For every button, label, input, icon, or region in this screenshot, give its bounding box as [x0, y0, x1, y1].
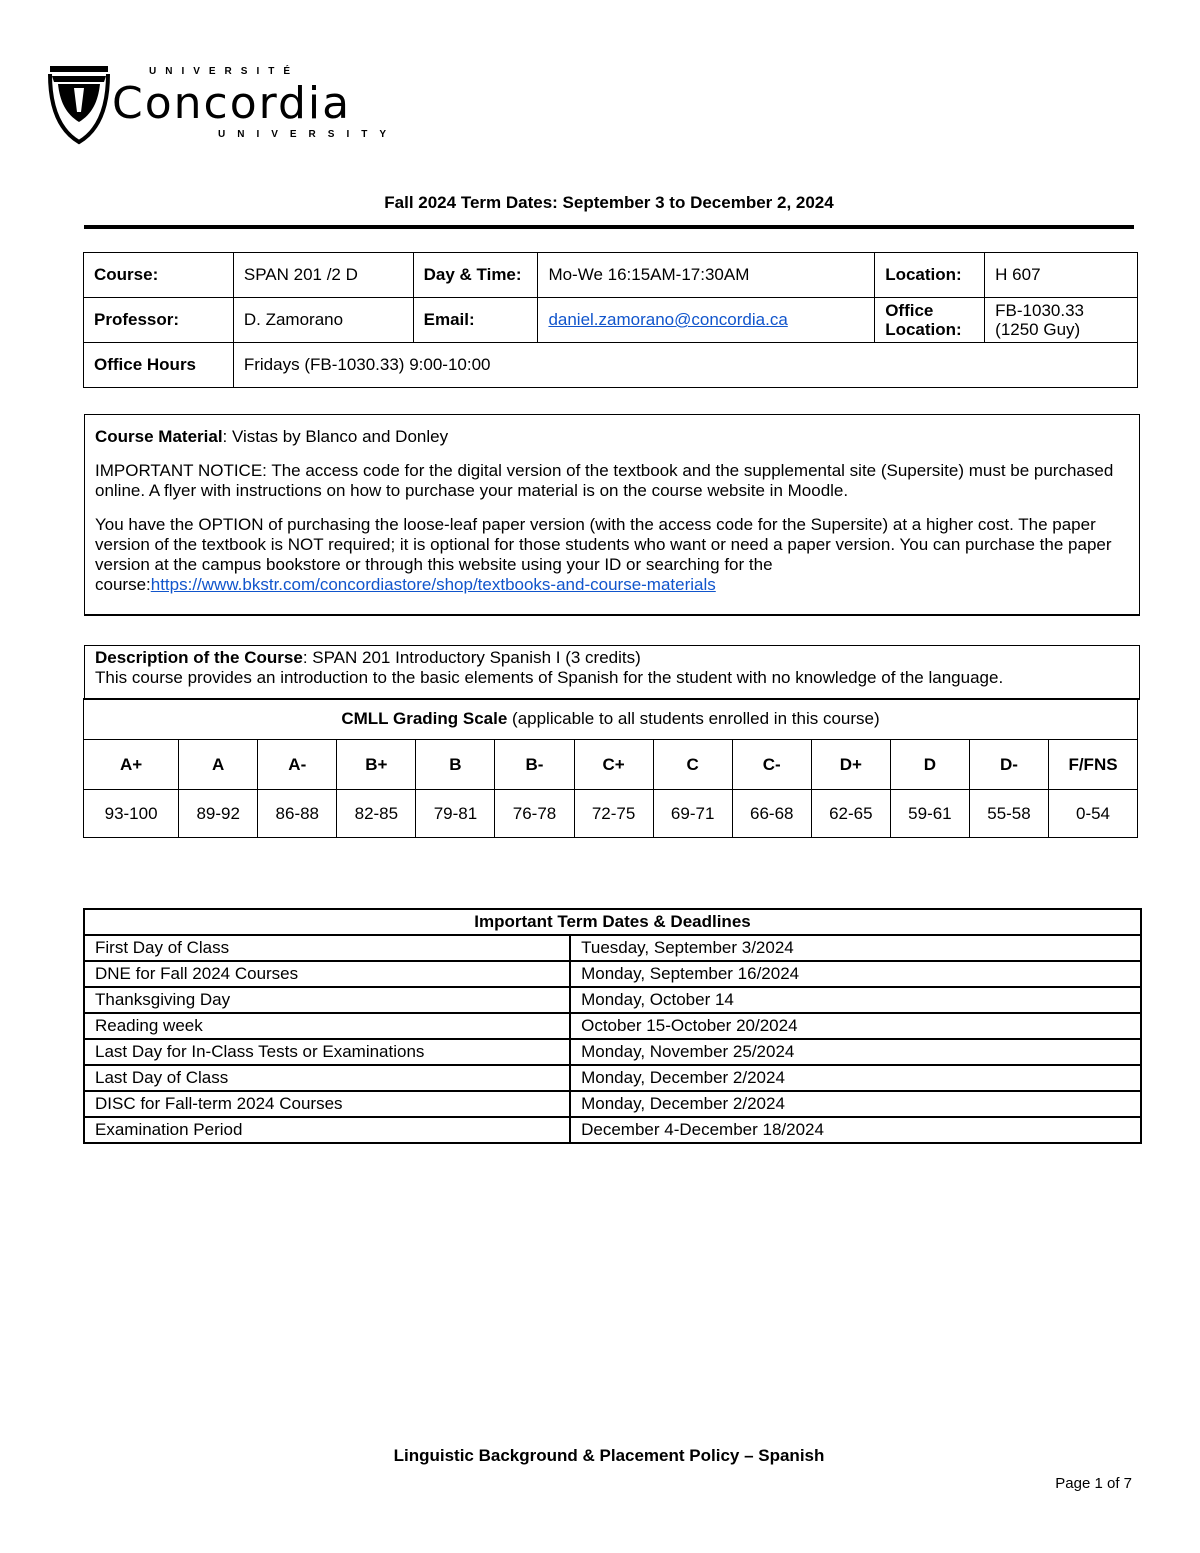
description-text: This course provides an introduction to the basic elements of Spanish for the student with no knowledge of the language.: [95, 668, 1004, 687]
date-value: Monday, November 25/2024: [570, 1039, 1141, 1065]
grade-ranges-row: [84, 790, 1138, 838]
course-material-line: [95, 427, 1129, 447]
page-number: Page 1 of 7: [1055, 1475, 1132, 1492]
location-value: H 607: [985, 253, 1138, 298]
grade-range: 55-58: [969, 790, 1048, 838]
dates-table-title: Important Term Dates & Deadlines: [84, 909, 1141, 935]
date-event: Examination Period: [84, 1117, 570, 1143]
grade-letter: D+: [811, 740, 890, 790]
term-dates-title: Fall 2024 Term Dates: September 3 to December 2, 2024: [384, 193, 834, 212]
grading-title: CMLL Grading Scale: [341, 709, 508, 728]
grade-range: 62-65: [811, 790, 890, 838]
table-row: [84, 935, 1141, 961]
date-event: DNE for Fall 2024 Courses: [84, 961, 570, 987]
table-row: [84, 961, 1141, 987]
date-value: Monday, October 14: [570, 987, 1141, 1013]
concordia-logo: [48, 62, 399, 146]
grade-range: 89-92: [179, 790, 258, 838]
description-line: [95, 648, 1139, 668]
date-value: Monday, December 2/2024: [570, 1065, 1141, 1091]
table-row: [84, 1091, 1141, 1117]
table-row: [84, 987, 1141, 1013]
date-event: Last Day for In-Class Tests or Examinations: [84, 1039, 570, 1065]
grade-range: 82-85: [337, 790, 416, 838]
email-link[interactable]: daniel.zamorano@concordia.ca: [548, 310, 788, 329]
grade-letter: A+: [84, 740, 179, 790]
office-location-label-line1: Office: [885, 301, 934, 320]
grade-range: 86-88: [258, 790, 337, 838]
logo-top-text: UNIVERSITÉ: [149, 66, 300, 77]
office-location-value-line2: (1250 Guy): [995, 320, 1081, 339]
logo-main-text: Concordia: [112, 78, 352, 129]
office-hours-label: Office Hours: [84, 343, 234, 388]
date-value: Tuesday, September 3/2024: [570, 935, 1141, 961]
grade-range: 59-61: [890, 790, 969, 838]
date-value: December 4-December 18/2024: [570, 1117, 1141, 1143]
email-cell: [538, 298, 875, 343]
date-value: Monday, September 16/2024: [570, 961, 1141, 987]
table-row: [84, 1065, 1141, 1091]
office-hours-value: Fridays (FB-1030.33) 9:00-10:00: [233, 343, 1137, 388]
course-description-box: [84, 645, 1140, 700]
grade-letter: C: [653, 740, 732, 790]
course-label: Course:: [84, 253, 234, 298]
footer-title: Linguistic Background & Placement Policy – Spanish: [393, 1446, 825, 1465]
office-location-value: [985, 298, 1138, 343]
grade-range: 66-68: [732, 790, 811, 838]
grade-letter: A-: [258, 740, 337, 790]
grade-letter: D-: [969, 740, 1048, 790]
grade-letters-row: [84, 740, 1138, 790]
grade-range: 79-81: [416, 790, 495, 838]
grading-title-cell: [84, 699, 1138, 740]
grade-range: 0-54: [1049, 790, 1138, 838]
grading-scale-table: [83, 698, 1138, 838]
description-value: : SPAN 201 Introductory Spanish I (3 credits): [302, 648, 641, 667]
table-row: [84, 1013, 1141, 1039]
date-value: Monday, December 2/2024: [570, 1091, 1141, 1117]
office-location-label-line2: Location:: [885, 320, 962, 339]
description-label: Description of the Course: [95, 648, 303, 667]
date-event: Reading week: [84, 1013, 570, 1039]
course-material-value: : Vistas by Blanco and Donley: [222, 427, 449, 446]
course-material-label: Course Material: [95, 427, 223, 446]
daytime-label: Day & Time:: [413, 253, 538, 298]
course-value: SPAN 201 /2 D: [233, 253, 413, 298]
grade-letter: B+: [337, 740, 416, 790]
grade-range: 72-75: [574, 790, 653, 838]
date-event: First Day of Class: [84, 935, 570, 961]
logo-bottom-text: UNIVERSITY: [218, 129, 399, 140]
grade-letter: F/FNS: [1049, 740, 1138, 790]
table-row: [84, 1117, 1141, 1143]
grading-subtitle: (applicable to all students enrolled in this course): [507, 709, 880, 728]
bookstore-link[interactable]: https://www.bkstr.com/concordiastore/shop/textbooks-and-course-materials: [150, 575, 716, 594]
daytime-value: Mo-We 16:15AM-17:30AM: [538, 253, 875, 298]
grade-range: 69-71: [653, 790, 732, 838]
course-material-box: [84, 414, 1140, 616]
grade-letter: B: [416, 740, 495, 790]
option-text: You have the OPTION of purchasing the loose-leaf paper version (with the access code for the Supersite) at a higher cost. The paper version of the textbook is NOT required; it is optional for those students who want or need a paper version. You can purchase the paper version at the campus bookstore or through this website using your ID or searching for the course:: [95, 515, 1112, 594]
option-paragraph: [95, 515, 1129, 595]
date-event: Thanksgiving Day: [84, 987, 570, 1013]
divider: [84, 225, 1134, 229]
office-location-label: [875, 298, 985, 343]
professor-label: Professor:: [84, 298, 234, 343]
grade-range: 93-100: [84, 790, 179, 838]
term-dates-table: [83, 908, 1142, 1144]
date-event: Last Day of Class: [84, 1065, 570, 1091]
date-value: October 15-October 20/2024: [570, 1013, 1141, 1039]
concordia-shield-icon: [48, 62, 110, 146]
email-label: Email:: [413, 298, 538, 343]
location-label: Location:: [875, 253, 985, 298]
course-info-table: [83, 252, 1138, 388]
office-location-value-line1: FB-1030.33: [995, 301, 1084, 320]
grade-letter: A: [179, 740, 258, 790]
date-event: DISC for Fall-term 2024 Courses: [84, 1091, 570, 1117]
grade-letter: C+: [574, 740, 653, 790]
grade-range: 76-78: [495, 790, 574, 838]
table-row: [84, 1039, 1141, 1065]
grade-letter: B-: [495, 740, 574, 790]
grade-letter: C-: [732, 740, 811, 790]
grade-letter: D: [890, 740, 969, 790]
professor-value: D. Zamorano: [233, 298, 413, 343]
important-notice: IMPORTANT NOTICE: The access code for the digital version of the textbook and the supplemental site (Supersite) must be purchased online. A flyer with instructions on how to purchase your material is on the course website in Moodle.: [95, 461, 1114, 500]
